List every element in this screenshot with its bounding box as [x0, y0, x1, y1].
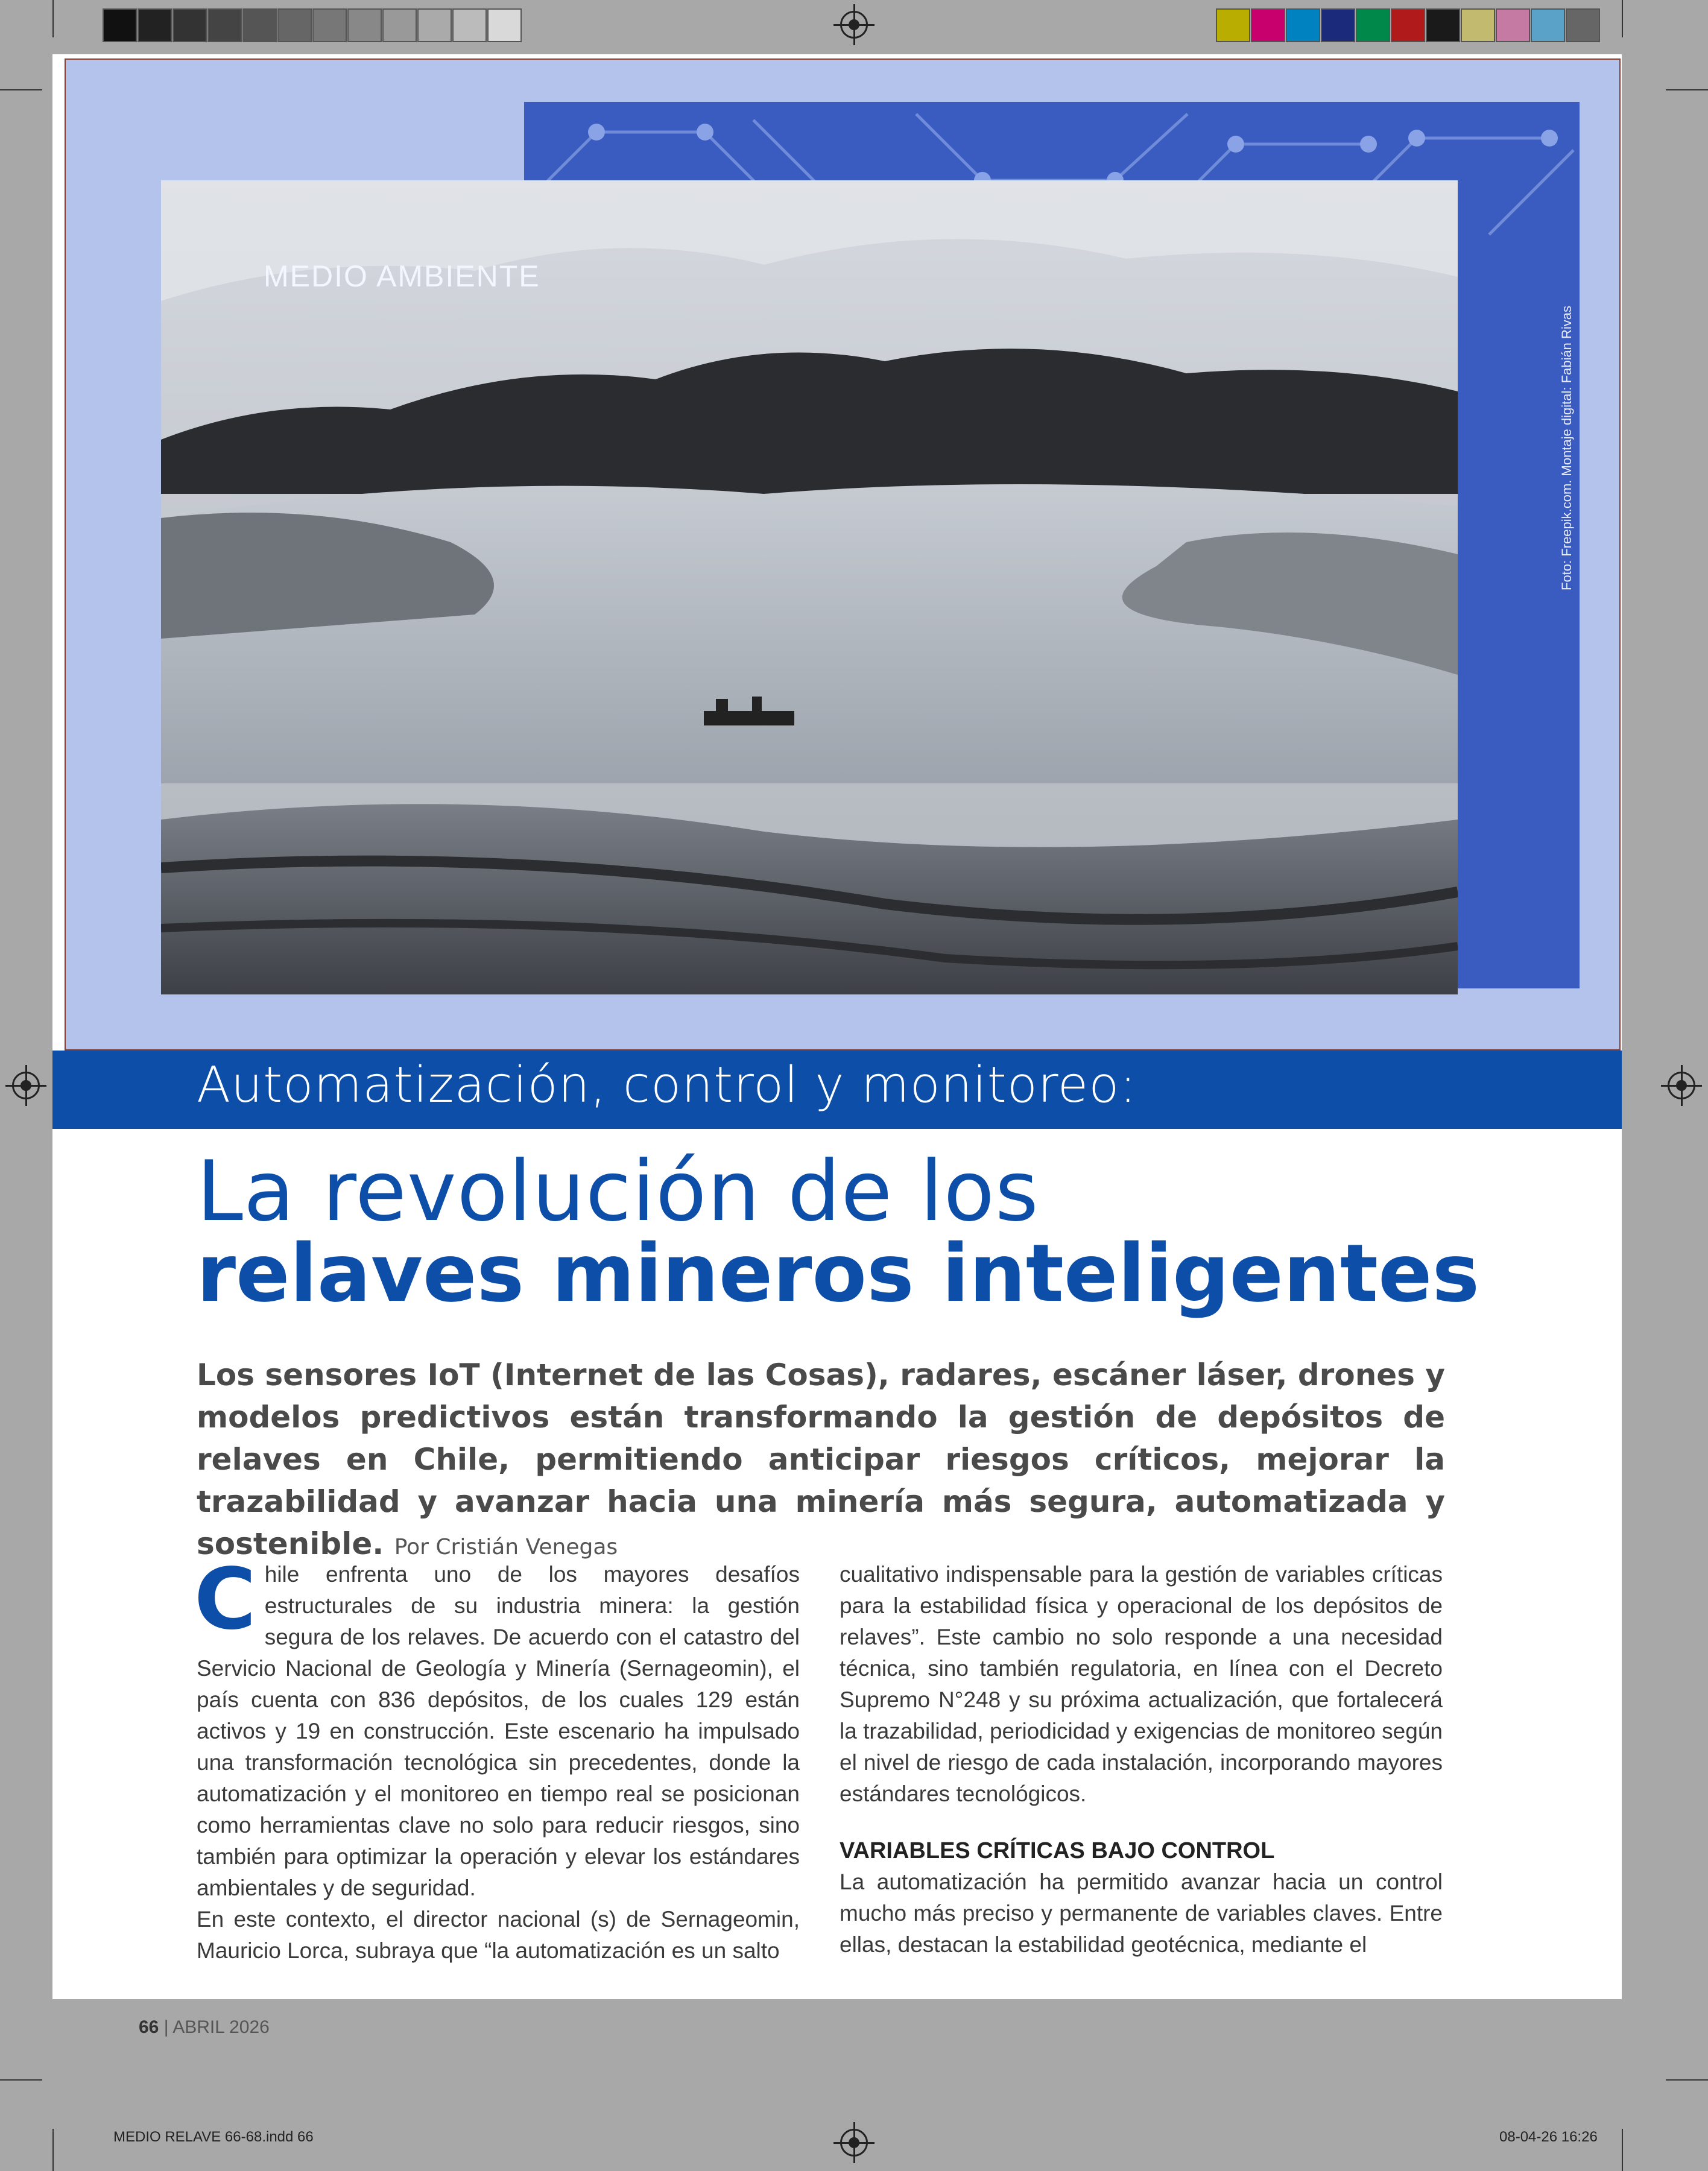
color-swatch	[1566, 8, 1600, 42]
color-swatch	[1286, 8, 1320, 42]
body-paragraph: cualitativo indispensable para la gestión de variables críticas para la estabilidad física y operacional de los depósitos de relaves”. Este cambio no solo responde a una necesidad técnica, sino también regulatoria, en línea con el Decreto Supremo N°248 y su próxima actualización, que fortalecerá la trazabilidad, periodicidad y exigencias de monitoreo según el nivel de riesgo de cada instalación, incorporando mayores estándares tecnológicos.	[840, 1562, 1443, 1806]
crop-mark	[1622, 2129, 1623, 2171]
color-swatch	[1461, 8, 1495, 42]
color-swatch	[1251, 8, 1285, 42]
color-swatch	[417, 8, 452, 42]
color-swatch	[1356, 8, 1390, 42]
tailings-landscape-photo	[161, 180, 1458, 994]
registration-mark-left	[12, 1072, 40, 1099]
title-line-1: La revolución de los	[197, 1143, 1039, 1240]
registration-mark-right	[1668, 1072, 1695, 1099]
drop-cap: C	[194, 1550, 256, 1649]
byline: Por Cristián Venegas	[394, 1535, 618, 1560]
title-line-2: relaves mineros inteligentes	[197, 1227, 1480, 1320]
color-swatch	[103, 8, 137, 42]
color-swatch	[1321, 8, 1355, 42]
color-swatch	[172, 8, 207, 42]
color-swatch	[487, 8, 522, 42]
color-swatch	[1216, 8, 1250, 42]
photo-credit: Foto: Freepik.com. Montaje digital: Fabián Rivas	[1559, 306, 1574, 590]
crop-mark	[0, 89, 42, 90]
crop-mark	[1666, 2079, 1708, 2081]
body-paragraph: En este contexto, el director nacional (s) de Sernageomin, Mauricio Lorca, subraya que “la automatización es un salto	[197, 1907, 800, 1963]
body-paragraph: La automatización ha permitido avanzar hacia un control mucho más preciso y permanente de variables claves. Entre ellas, destacan la estabilidad geotécnica, mediante el	[840, 1869, 1443, 1957]
color-swatch	[312, 8, 347, 42]
registration-mark-top	[840, 11, 868, 39]
folio	[139, 2017, 270, 2038]
color-swatch	[242, 8, 277, 42]
slug-filename: MEDIO RELAVE 66-68.indd 66	[113, 2129, 314, 2145]
color-swatch	[452, 8, 487, 42]
crop-mark	[52, 2129, 54, 2171]
color-swatch	[138, 8, 172, 42]
color-swatch	[1391, 8, 1425, 42]
crop-mark	[52, 0, 54, 37]
page-number: 66	[139, 2017, 159, 2037]
crop-mark	[1666, 89, 1708, 90]
color-swatch	[1531, 8, 1565, 42]
subheading: VARIABLES CRÍTICAS BAJO CONTROL	[840, 1838, 1275, 1863]
color-swatch	[347, 8, 382, 42]
body-column-2	[840, 1559, 1443, 1961]
color-swatch	[1496, 8, 1530, 42]
color-swatch-strip	[1216, 8, 1601, 42]
body-paragraph: hile enfrenta uno de los mayores desafíos estructurales de su industria minera: la gestión segura de los relaves. De acuerdo con el catastro del Servicio Nacional de Geología y Minería (Sernageomin), el país cuenta con 836 depósitos, de los cuales 129 están activos y 19 en construcción. Este escenario ha impulsado una transformación tecnológica sin precedentes, donde la automatización y el monitoreo en tiempo real se posicionan como herramientas clave no solo para reducir riesgos, sino también para optimizar la operación y elevar los estándares ambientales y de seguridad.	[197, 1562, 800, 1900]
hero-image	[65, 58, 1621, 1051]
lede-text: Los sensores IoT (Internet de las Cosas), radares, escáner láser, drones y modelos predictivos están transformando la gestión de depósitos de relaves en Chile, permitiendo anticipar riesgos críticos, mejorar la trazabilidad y avanzar hacia una minería más segura, automatizada y sostenible.	[197, 1357, 1445, 1561]
gray-swatch-strip	[103, 8, 522, 42]
color-swatch	[382, 8, 417, 42]
issue-date: | ABRIL 2026	[163, 2017, 270, 2037]
color-swatch	[277, 8, 312, 42]
registration-mark-bottom	[840, 2129, 868, 2157]
color-swatch	[1426, 8, 1460, 42]
body-column-1	[194, 1550, 800, 1967]
crop-mark	[0, 2079, 42, 2081]
kicker: Automatización, control y monitoreo:	[197, 1057, 1137, 1114]
lede	[197, 1354, 1445, 1569]
slug-datetime: 08-04-26 16:26	[1499, 2129, 1598, 2145]
crop-mark	[1622, 0, 1623, 37]
color-swatch	[207, 8, 242, 42]
section-label: MEDIO AMBIENTE	[264, 259, 540, 293]
